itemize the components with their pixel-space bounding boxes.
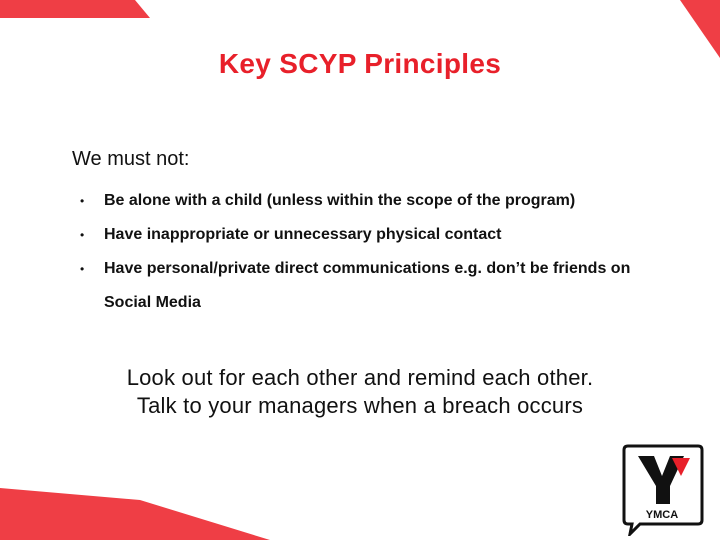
bottom-left-red-band <box>0 488 270 540</box>
bullet-marker: • <box>80 194 85 208</box>
bullet-item <box>80 184 660 218</box>
bullet-marker: • <box>80 228 85 242</box>
top-left-red-band <box>0 0 150 18</box>
callout <box>0 364 720 420</box>
bullet-text: Have personal/private direct communications e.g. don’t be friends on Social Media <box>104 260 631 311</box>
slide-title: Key SCYP Principles <box>218 48 502 79</box>
subheading: We must not: <box>72 148 190 170</box>
bullet-text: Be alone with a child (unless within the scope of the program) <box>104 192 576 209</box>
callout-line-2: Talk to your managers when a breach occurs <box>136 393 584 418</box>
bullet-list <box>80 184 660 320</box>
callout-line-1: Look out for each other and remind each other. <box>126 365 594 390</box>
bullet-item <box>80 218 660 252</box>
bullet-marker: • <box>80 262 85 276</box>
ymca-logo-icon <box>620 442 704 536</box>
logo-text: YMCA <box>645 509 679 521</box>
bullet-text: Have inappropriate or unnecessary physical contact <box>104 226 502 243</box>
bullet-item <box>80 252 660 320</box>
